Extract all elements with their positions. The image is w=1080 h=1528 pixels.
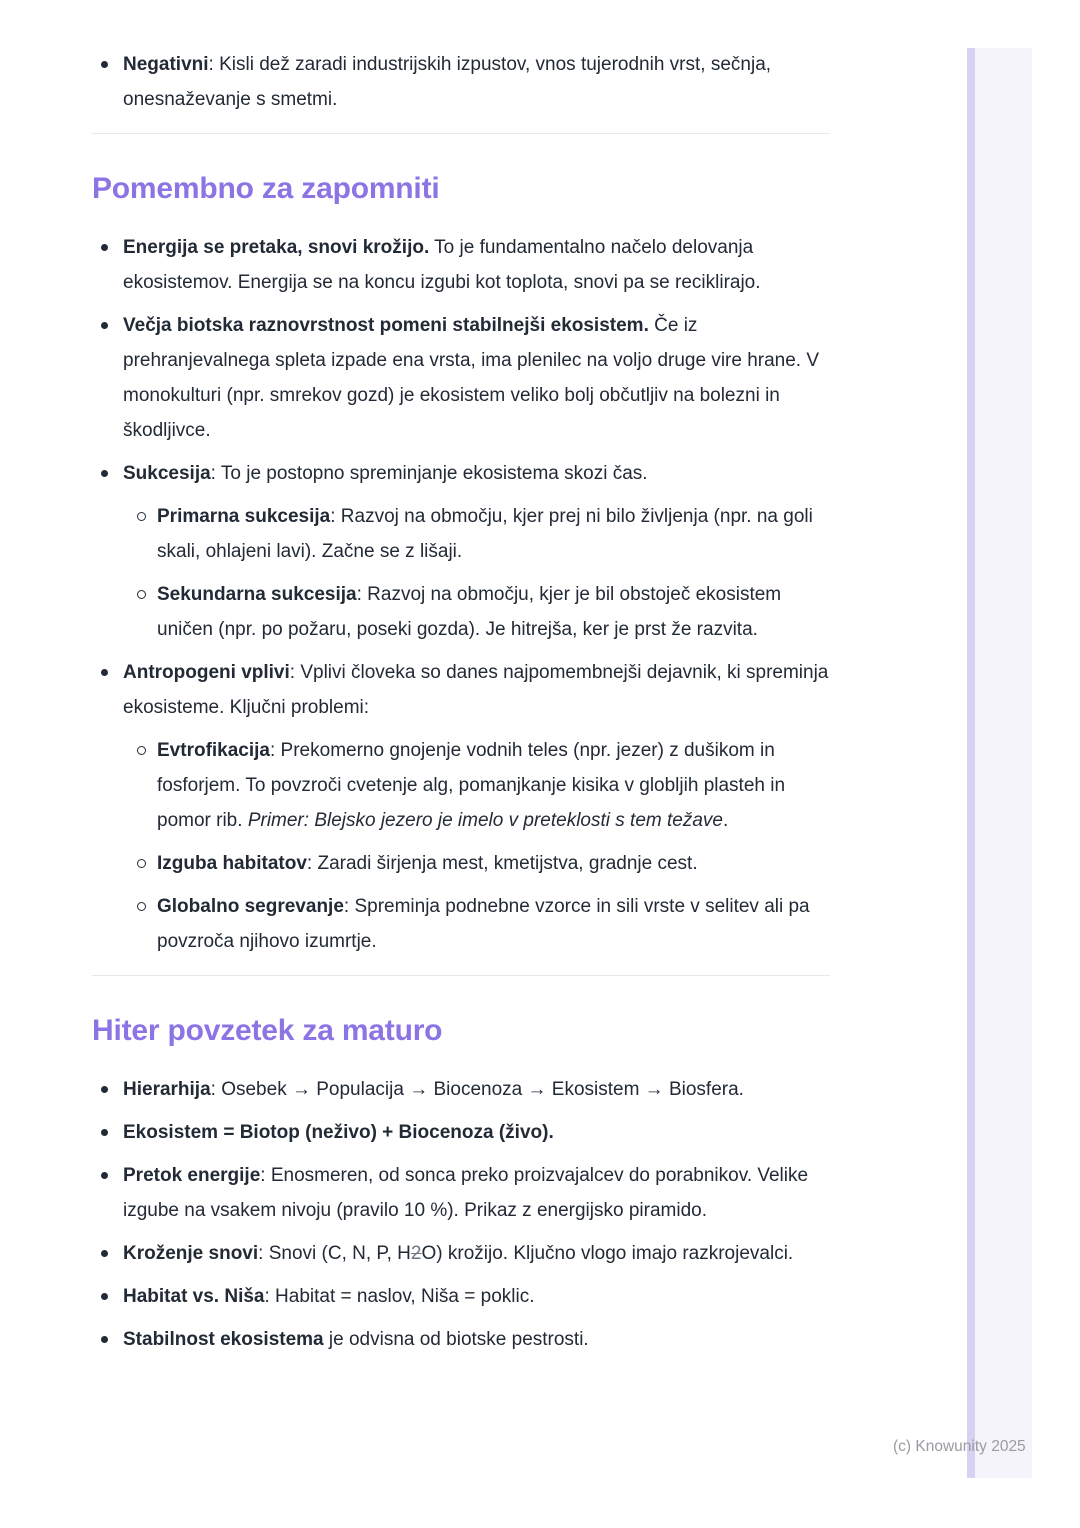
list-item-text: Sukcesija: To je postopno spreminjanje ekosistema skozi čas. <box>123 463 648 484</box>
list-item-text: Energija se pretaka, snovi krožijo. To je fundamentalno načelo delovanja ekosistemov. Energija se na koncu izgubi kot toplota, snovi pa se reciklirajo. <box>123 237 761 293</box>
list-marker <box>92 1072 123 1093</box>
bullet-item <box>92 1279 832 1314</box>
list-marker <box>92 308 123 329</box>
list-item-text: Večja biotska raznovrstnost pomeni stabilnejši ekosistem. Če iz prehranjevalnega spleta izpade ena vrsta, ima plenilec na voljo druge vire hrane. V monokulturi (npr. smrekov gozd) je ekosistem veliko bolj občutljiv na bolezni in škodljivce. <box>123 315 820 441</box>
list-item-text: Antropogeni vplivi: Vplivi človeka so danes najpomembnejši dejavnik, ki spreminja ekosisteme. Ključni problemi: <box>123 662 829 718</box>
bullet-item <box>92 1115 832 1150</box>
bullet-item <box>92 230 832 300</box>
bullet-disc-icon <box>101 470 108 477</box>
page-edge-accent-line <box>967 48 975 1478</box>
bullet-disc-icon <box>101 1172 108 1179</box>
list-item-text: Stabilnost ekosistema je odvisna od biotske pestrosti. <box>123 1329 589 1350</box>
bullet-disc-icon <box>101 1086 108 1093</box>
section-divider <box>92 975 830 976</box>
list-item-text: Globalno segrevanje: Spreminja podnebne vzorce in sili vrste v selitev ali pa povzroča njihovo izumrtje. <box>157 896 810 952</box>
sub-bullet-item <box>92 733 832 838</box>
bullet-circle-icon <box>137 590 146 599</box>
list-marker <box>136 889 157 911</box>
bullet-disc-icon <box>101 244 108 251</box>
list-item-text: Ekosistem = Biotop (neživo) + Biocenoza (živo). <box>123 1122 554 1143</box>
sub-bullet-item <box>92 577 832 647</box>
bullet-list <box>92 230 832 959</box>
document-body <box>92 0 832 1365</box>
bullet-circle-icon <box>137 859 146 868</box>
section-divider <box>92 133 830 134</box>
bullet-item <box>92 47 832 117</box>
sub-bullet-item <box>92 499 832 569</box>
page-edge-accent-fill <box>975 48 1032 1478</box>
bullet-item <box>92 655 832 725</box>
list-marker <box>92 47 123 68</box>
list-marker <box>92 1236 123 1257</box>
list-marker <box>136 499 157 521</box>
list-item-text: Pretok energije: Enosmeren, od sonca preko proizvajalcev do porabnikov. Velike izgube na vsakem nivoju (pravilo 10 %). Prikaz z energijsko piramido. <box>123 1165 809 1221</box>
sub-bullet-item <box>92 889 832 959</box>
bullet-item <box>92 308 832 448</box>
bullet-list <box>92 47 832 117</box>
list-item-text: Kroženje snovi: Snovi (C, N, P, H2O) krožijo. Ključno vlogo imajo razkrojevalci. <box>123 1243 794 1264</box>
list-item-text: Hierarhija: Osebek → Populacija → Biocenoza → Ekosistem → Biosfera. <box>123 1079 744 1100</box>
list-marker <box>92 456 123 477</box>
list-marker <box>136 577 157 599</box>
copyright-credit: (c) Knowunity 2025 <box>893 1438 1026 1455</box>
bullet-disc-icon <box>101 669 108 676</box>
bullet-item <box>92 456 832 491</box>
bullet-item <box>92 1322 832 1357</box>
bullet-disc-icon <box>101 1293 108 1300</box>
bullet-list <box>92 1072 832 1357</box>
list-item-text: Evtrofikacija: Prekomerno gnojenje vodnih teles (npr. jezer) z dušikom in fosforjem. To povzroči cvetenje alg, pomanjkanje kisika v globljih plasteh in pomor rib. Primer: Blejsko jezero je imelo v preteklosti s tem težave. <box>157 740 786 831</box>
bullet-item <box>92 1158 832 1228</box>
bullet-disc-icon <box>101 61 108 68</box>
list-marker <box>136 846 157 868</box>
section-heading: Hiter povzetek za maturo <box>92 1014 443 1047</box>
list-marker <box>136 733 157 755</box>
bullet-item <box>92 1072 832 1107</box>
list-item-text: Sekundarna sukcesija: Razvoj na območju, kjer je bil obstoječ ekosistem uničen (npr. po požaru, poseki gozda). Je hitrejša, ker je prst že razvita. <box>157 584 782 640</box>
list-item-text: Primarna sukcesija: Razvoj na območju, kjer prej ni bilo življenja (npr. na goli skali, ohlajeni lavi). Začne se z lišaji. <box>157 506 813 562</box>
bullet-item <box>92 1236 832 1271</box>
bullet-circle-icon <box>137 746 146 755</box>
list-item-text: Negativni: Kisli dež zaradi industrijskih izpustov, vnos tujerodnih vrst, sečnja, onesnaževanje s smetmi. <box>123 54 772 110</box>
list-marker <box>92 1279 123 1300</box>
bullet-circle-icon <box>137 902 146 911</box>
list-marker <box>92 1322 123 1343</box>
list-item-text: Izguba habitatov: Zaradi širjenja mest, kmetijstva, gradnje cest. <box>157 853 698 874</box>
bullet-disc-icon <box>101 1129 108 1136</box>
section-heading: Pomembno za zapomniti <box>92 172 440 205</box>
list-marker <box>92 655 123 676</box>
list-marker <box>92 1115 123 1136</box>
bullet-circle-icon <box>137 512 146 521</box>
sub-bullet-item <box>92 846 832 881</box>
list-marker <box>92 1158 123 1179</box>
bullet-disc-icon <box>101 1250 108 1257</box>
bullet-disc-icon <box>101 322 108 329</box>
bullet-disc-icon <box>101 1336 108 1343</box>
list-item-text: Habitat vs. Niša: Habitat = naslov, Niša = poklic. <box>123 1286 535 1307</box>
list-marker <box>92 230 123 251</box>
